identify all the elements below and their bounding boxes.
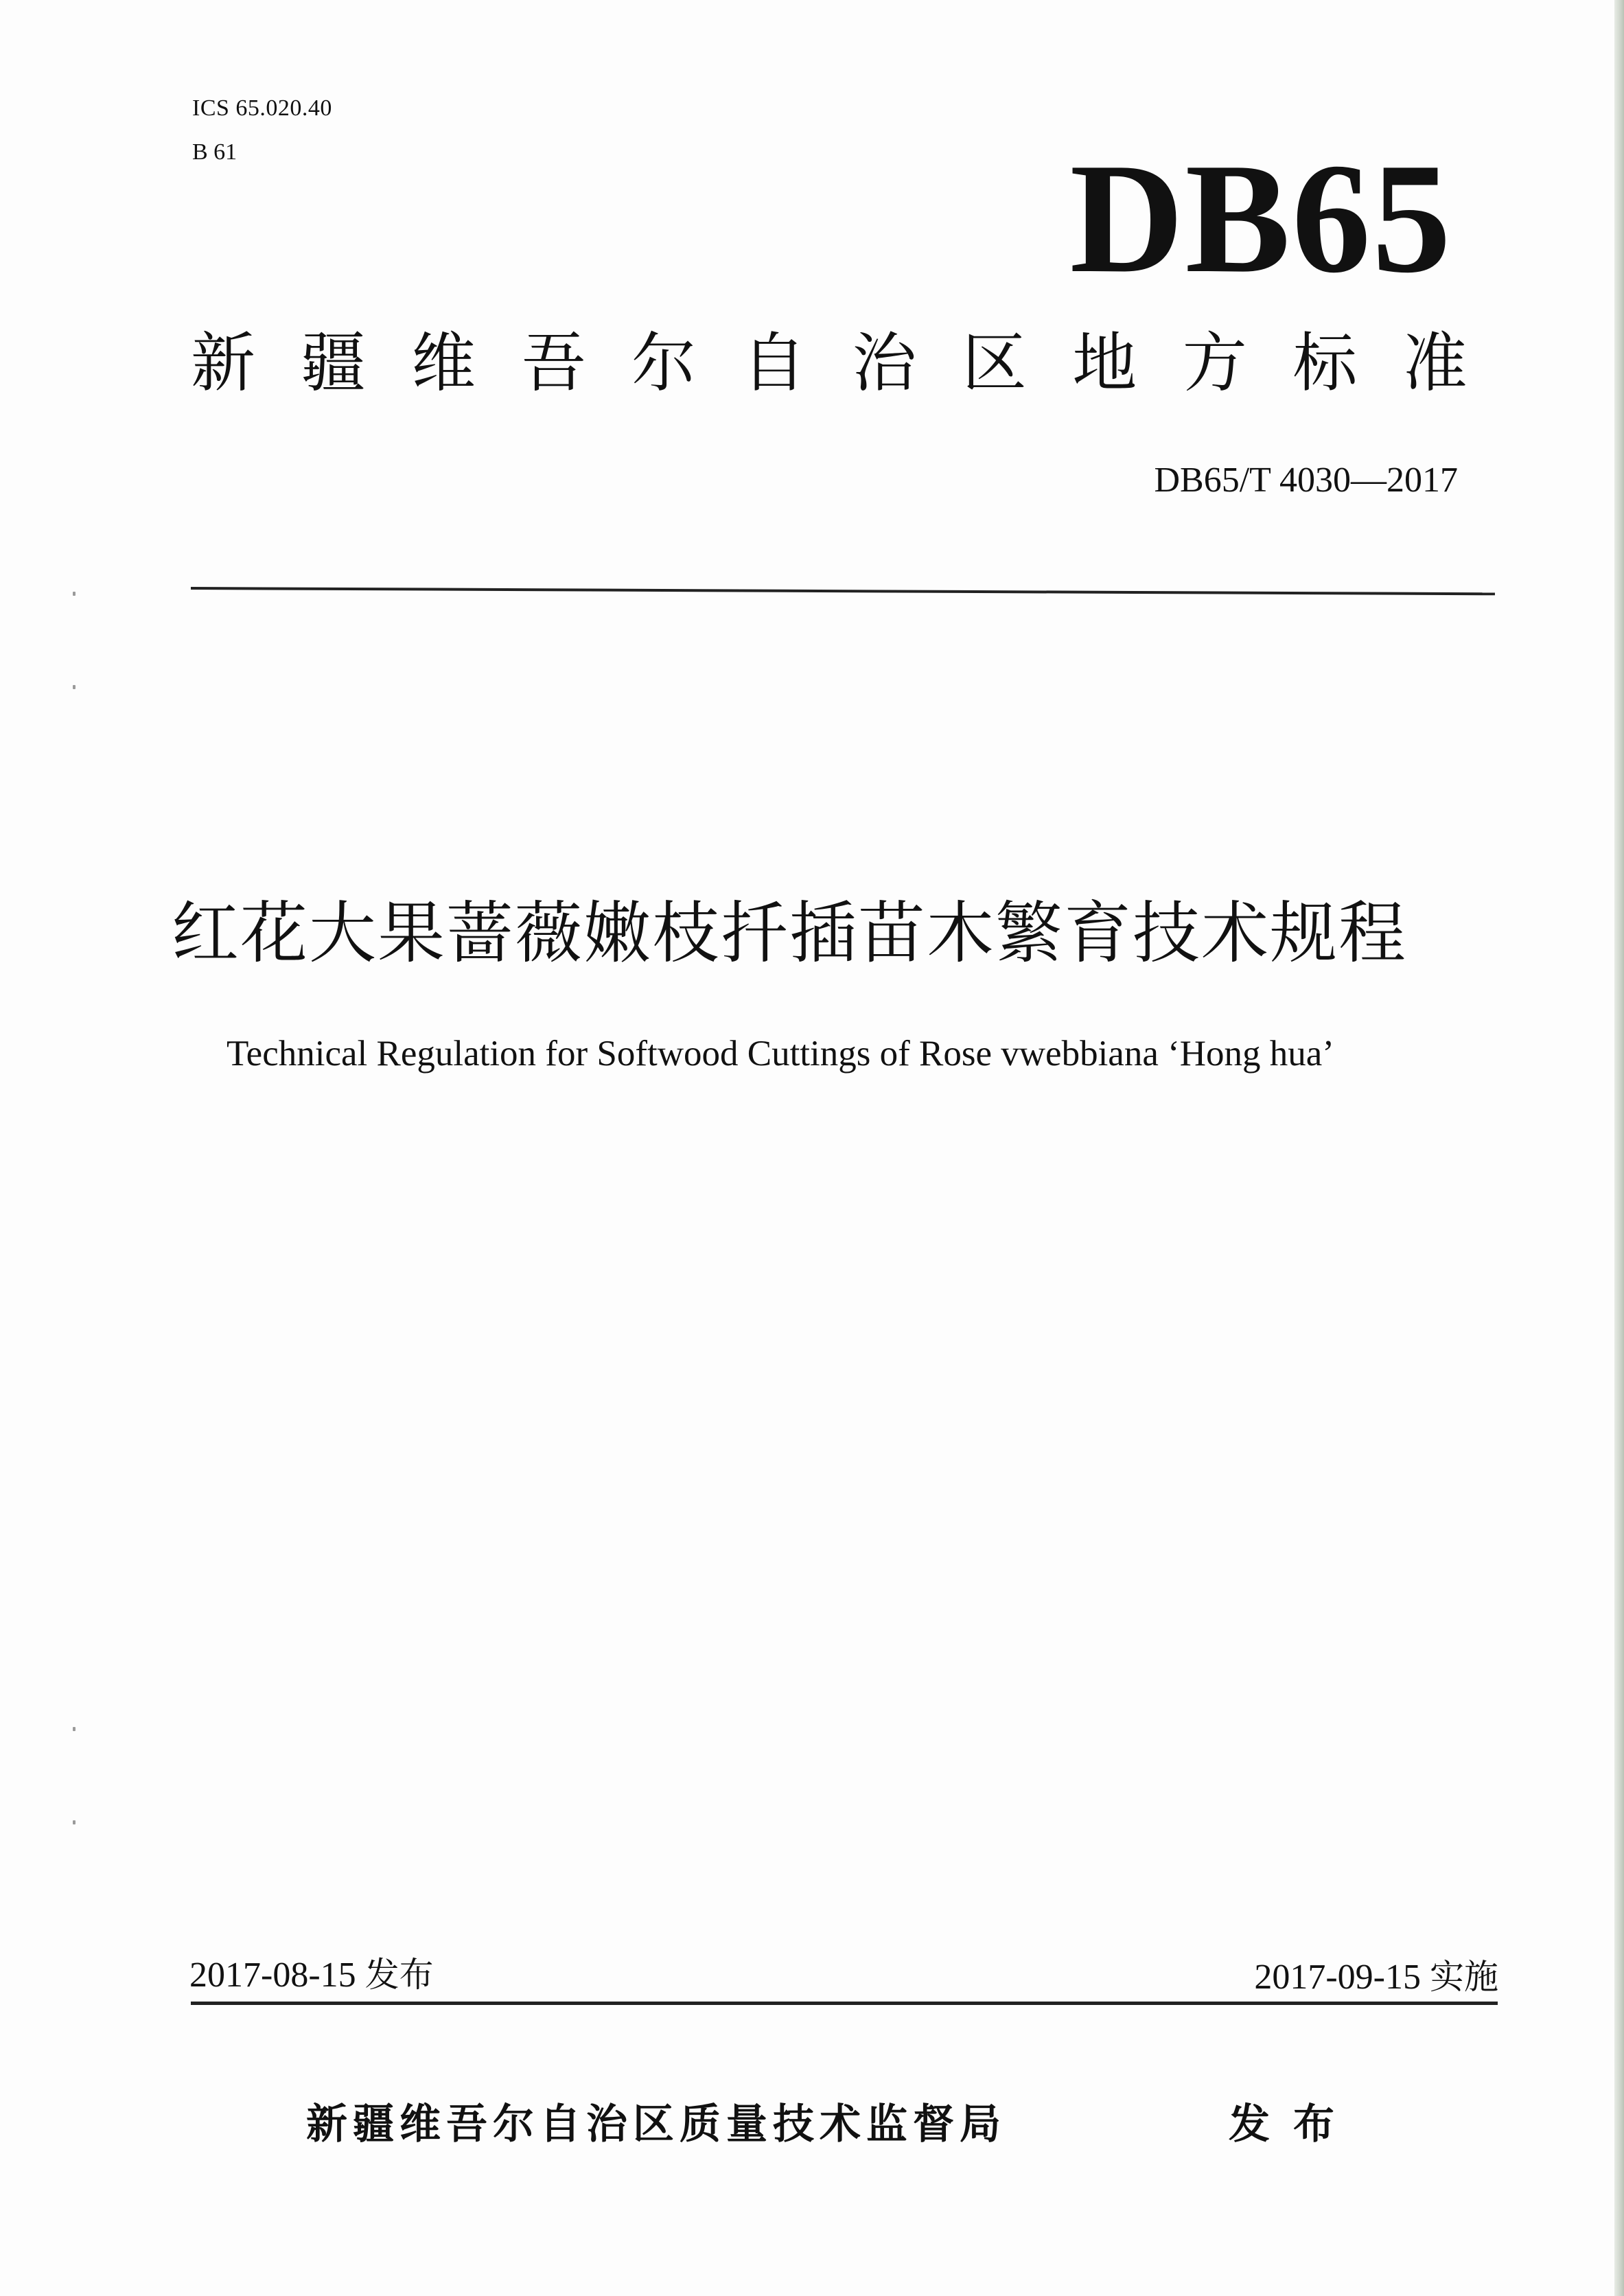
standard-type-char: 区: [962, 326, 1027, 401]
publish-date: 2017-08-15: [189, 1956, 356, 1995]
ics-code: ICS 65.020.40: [192, 95, 332, 121]
standard-type-char: 疆: [301, 326, 366, 401]
scan-mark: [73, 1727, 76, 1731]
issuing-authority: 新疆维吾尔自治区质量技术监督局: [306, 2100, 1006, 2148]
standard-type-char: 维: [411, 326, 476, 401]
standard-type-char: 方: [1182, 326, 1247, 401]
publish-date-line: [189, 1951, 434, 1999]
standard-type-char: 治: [852, 326, 917, 401]
standard-type-char: 吾: [521, 326, 586, 401]
implement-label: 实施: [1430, 1957, 1498, 1997]
header-divider: [191, 587, 1495, 595]
document-title-english: Technical Regulation for Softwood Cuttings of Rose vwebbiana ‘Hong hua’: [227, 1034, 1334, 1074]
scan-mark: [73, 592, 76, 596]
standard-type-char: 自: [741, 326, 807, 401]
scan-mark: [73, 1820, 76, 1824]
standard-type-char: 准: [1402, 326, 1468, 401]
standard-type-heading: [191, 323, 1468, 405]
standard-type-char: 尔: [631, 326, 697, 401]
implement-date: 2017-09-15: [1254, 1958, 1421, 1997]
standard-logo: DB65: [1069, 130, 1452, 305]
scan-edge-shadow: [1614, 0, 1624, 2296]
ccs-code: B 61: [192, 139, 237, 165]
footer-divider: [191, 2002, 1498, 2005]
standard-type-char: 地: [1072, 326, 1137, 401]
document-title-chinese: 红花大果蔷薇嫩枝扦插苗木繁育技术规程: [172, 894, 1408, 973]
standard-type-char: 新: [191, 326, 256, 401]
publish-label: 发布: [364, 1955, 434, 1995]
scan-mark: [73, 685, 76, 689]
standard-number: DB65/T 4030—2017: [1154, 461, 1458, 500]
implement-date-line: [1254, 1953, 1498, 2002]
standard-type-char: 标: [1292, 326, 1358, 401]
issue-word: 发布: [1229, 2100, 1358, 2148]
